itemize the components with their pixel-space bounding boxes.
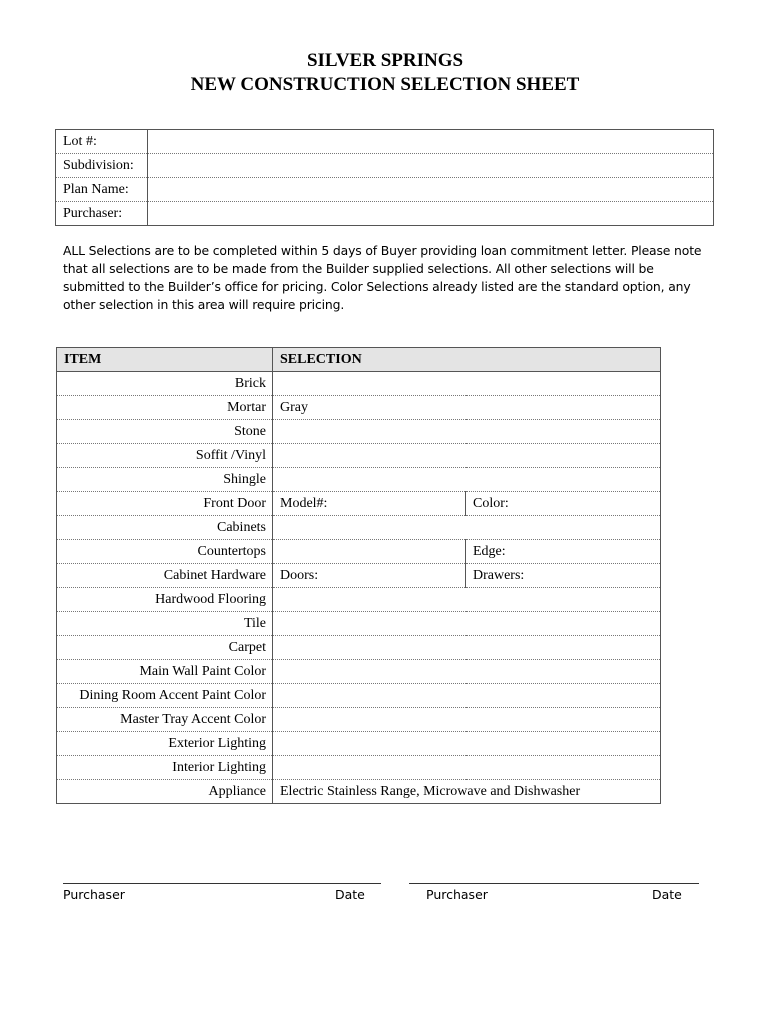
date-label-right: Date — [652, 887, 682, 902]
purchaser-field[interactable] — [148, 202, 714, 226]
item-label: Tile — [57, 612, 273, 636]
selection-cell[interactable] — [273, 636, 661, 660]
table-row — [57, 564, 661, 588]
selection-cell[interactable]: Electric Stainless Range, Microwave and Dishwasher — [280, 783, 581, 799]
signature-line-left[interactable] — [63, 883, 381, 884]
item-label: Front Door — [57, 492, 273, 516]
table-row — [57, 636, 661, 660]
table-row — [57, 612, 661, 636]
info-label-purchaser: Purchaser: — [56, 202, 148, 226]
table-row — [57, 516, 661, 540]
front-door-color-cell[interactable]: Color: — [466, 492, 661, 516]
selection-cell[interactable] — [273, 732, 661, 756]
selection-table-header — [57, 348, 661, 372]
selection-cell[interactable] — [273, 756, 661, 780]
table-row — [57, 444, 661, 468]
info-row-purchaser — [56, 202, 714, 226]
selection-cell[interactable] — [273, 420, 661, 444]
item-label: Mortar — [57, 396, 273, 420]
item-label: Cabinets — [57, 516, 273, 540]
table-row — [57, 588, 661, 612]
hardware-drawers-cell[interactable]: Drawers: — [466, 564, 661, 588]
subdivision-field[interactable] — [148, 154, 714, 178]
item-label: Interior Lighting — [57, 756, 273, 780]
purchaser-label-right: Purchaser — [426, 887, 488, 902]
table-row — [57, 420, 661, 444]
table-row — [57, 468, 661, 492]
table-row — [57, 540, 661, 564]
info-label-lot: Lot #: — [56, 130, 148, 154]
item-label: Exterior Lighting — [57, 732, 273, 756]
hardware-doors-cell[interactable]: Doors: — [273, 564, 466, 588]
selection-cell[interactable] — [273, 516, 661, 540]
selection-cell[interactable] — [273, 612, 661, 636]
table-row — [57, 660, 661, 684]
item-label: Carpet — [57, 636, 273, 660]
front-door-model-cell[interactable]: Model#: — [273, 492, 466, 516]
instructions-paragraph: ALL Selections are to be completed within 5 days of Buyer providing loan commitment letter. Please note that all selections are to be made from the Builder supplied selections. All other selections will be submitted to the Builder’s office for pricing. Color Selections already listed are the standard option, any other selection in this area will require pricing. — [63, 243, 702, 312]
info-row-plan-name — [56, 178, 714, 202]
info-row-lot — [56, 130, 714, 154]
info-label-plan-name: Plan Name: — [56, 178, 148, 202]
selection-column-header: SELECTION — [273, 348, 661, 372]
table-row — [57, 396, 661, 420]
countertops-edge-cell[interactable]: Edge: — [466, 540, 661, 564]
plan-name-field[interactable] — [148, 178, 714, 202]
selection-cell[interactable] — [273, 372, 661, 396]
selection-table — [56, 347, 661, 804]
info-label-subdivision: Subdivision: — [56, 154, 148, 178]
selection-cell[interactable] — [273, 708, 661, 732]
table-row — [57, 372, 661, 396]
item-column-header: ITEM — [57, 348, 273, 372]
item-label: Soffit /Vinyl — [57, 444, 273, 468]
lot-field[interactable] — [148, 130, 714, 154]
table-row — [57, 780, 661, 804]
selection-cell[interactable] — [273, 660, 661, 684]
selection-cell[interactable] — [273, 444, 661, 468]
item-label: Main Wall Paint Color — [57, 660, 273, 684]
item-label: Cabinet Hardware — [57, 564, 273, 588]
selection-cell[interactable]: Gray — [273, 396, 661, 420]
item-label: Master Tray Accent Color — [57, 708, 273, 732]
item-label: Countertops — [57, 540, 273, 564]
item-label: Hardwood Flooring — [57, 588, 273, 612]
table-row — [57, 708, 661, 732]
item-label: Dining Room Accent Paint Color — [57, 684, 273, 708]
document-subtitle: NEW CONSTRUCTION SELECTION SHEET — [190, 74, 580, 95]
table-row — [57, 756, 661, 780]
item-label: Appliance — [57, 780, 273, 804]
selection-cell[interactable] — [273, 684, 661, 708]
signature-line-right[interactable] — [409, 883, 699, 884]
info-table — [55, 129, 714, 226]
info-row-subdivision — [56, 154, 714, 178]
selection-cell[interactable] — [273, 588, 661, 612]
document-title: SILVER SPRINGS — [306, 50, 464, 71]
table-row — [57, 492, 661, 516]
item-label: Stone — [57, 420, 273, 444]
date-label-left: Date — [335, 887, 365, 902]
table-row — [57, 684, 661, 708]
item-label: Shingle — [57, 468, 273, 492]
selection-cell[interactable] — [273, 468, 661, 492]
item-label: Brick — [57, 372, 273, 396]
table-row — [57, 732, 661, 756]
purchaser-label-left: Purchaser — [63, 887, 125, 902]
countertops-cell[interactable] — [273, 540, 466, 564]
